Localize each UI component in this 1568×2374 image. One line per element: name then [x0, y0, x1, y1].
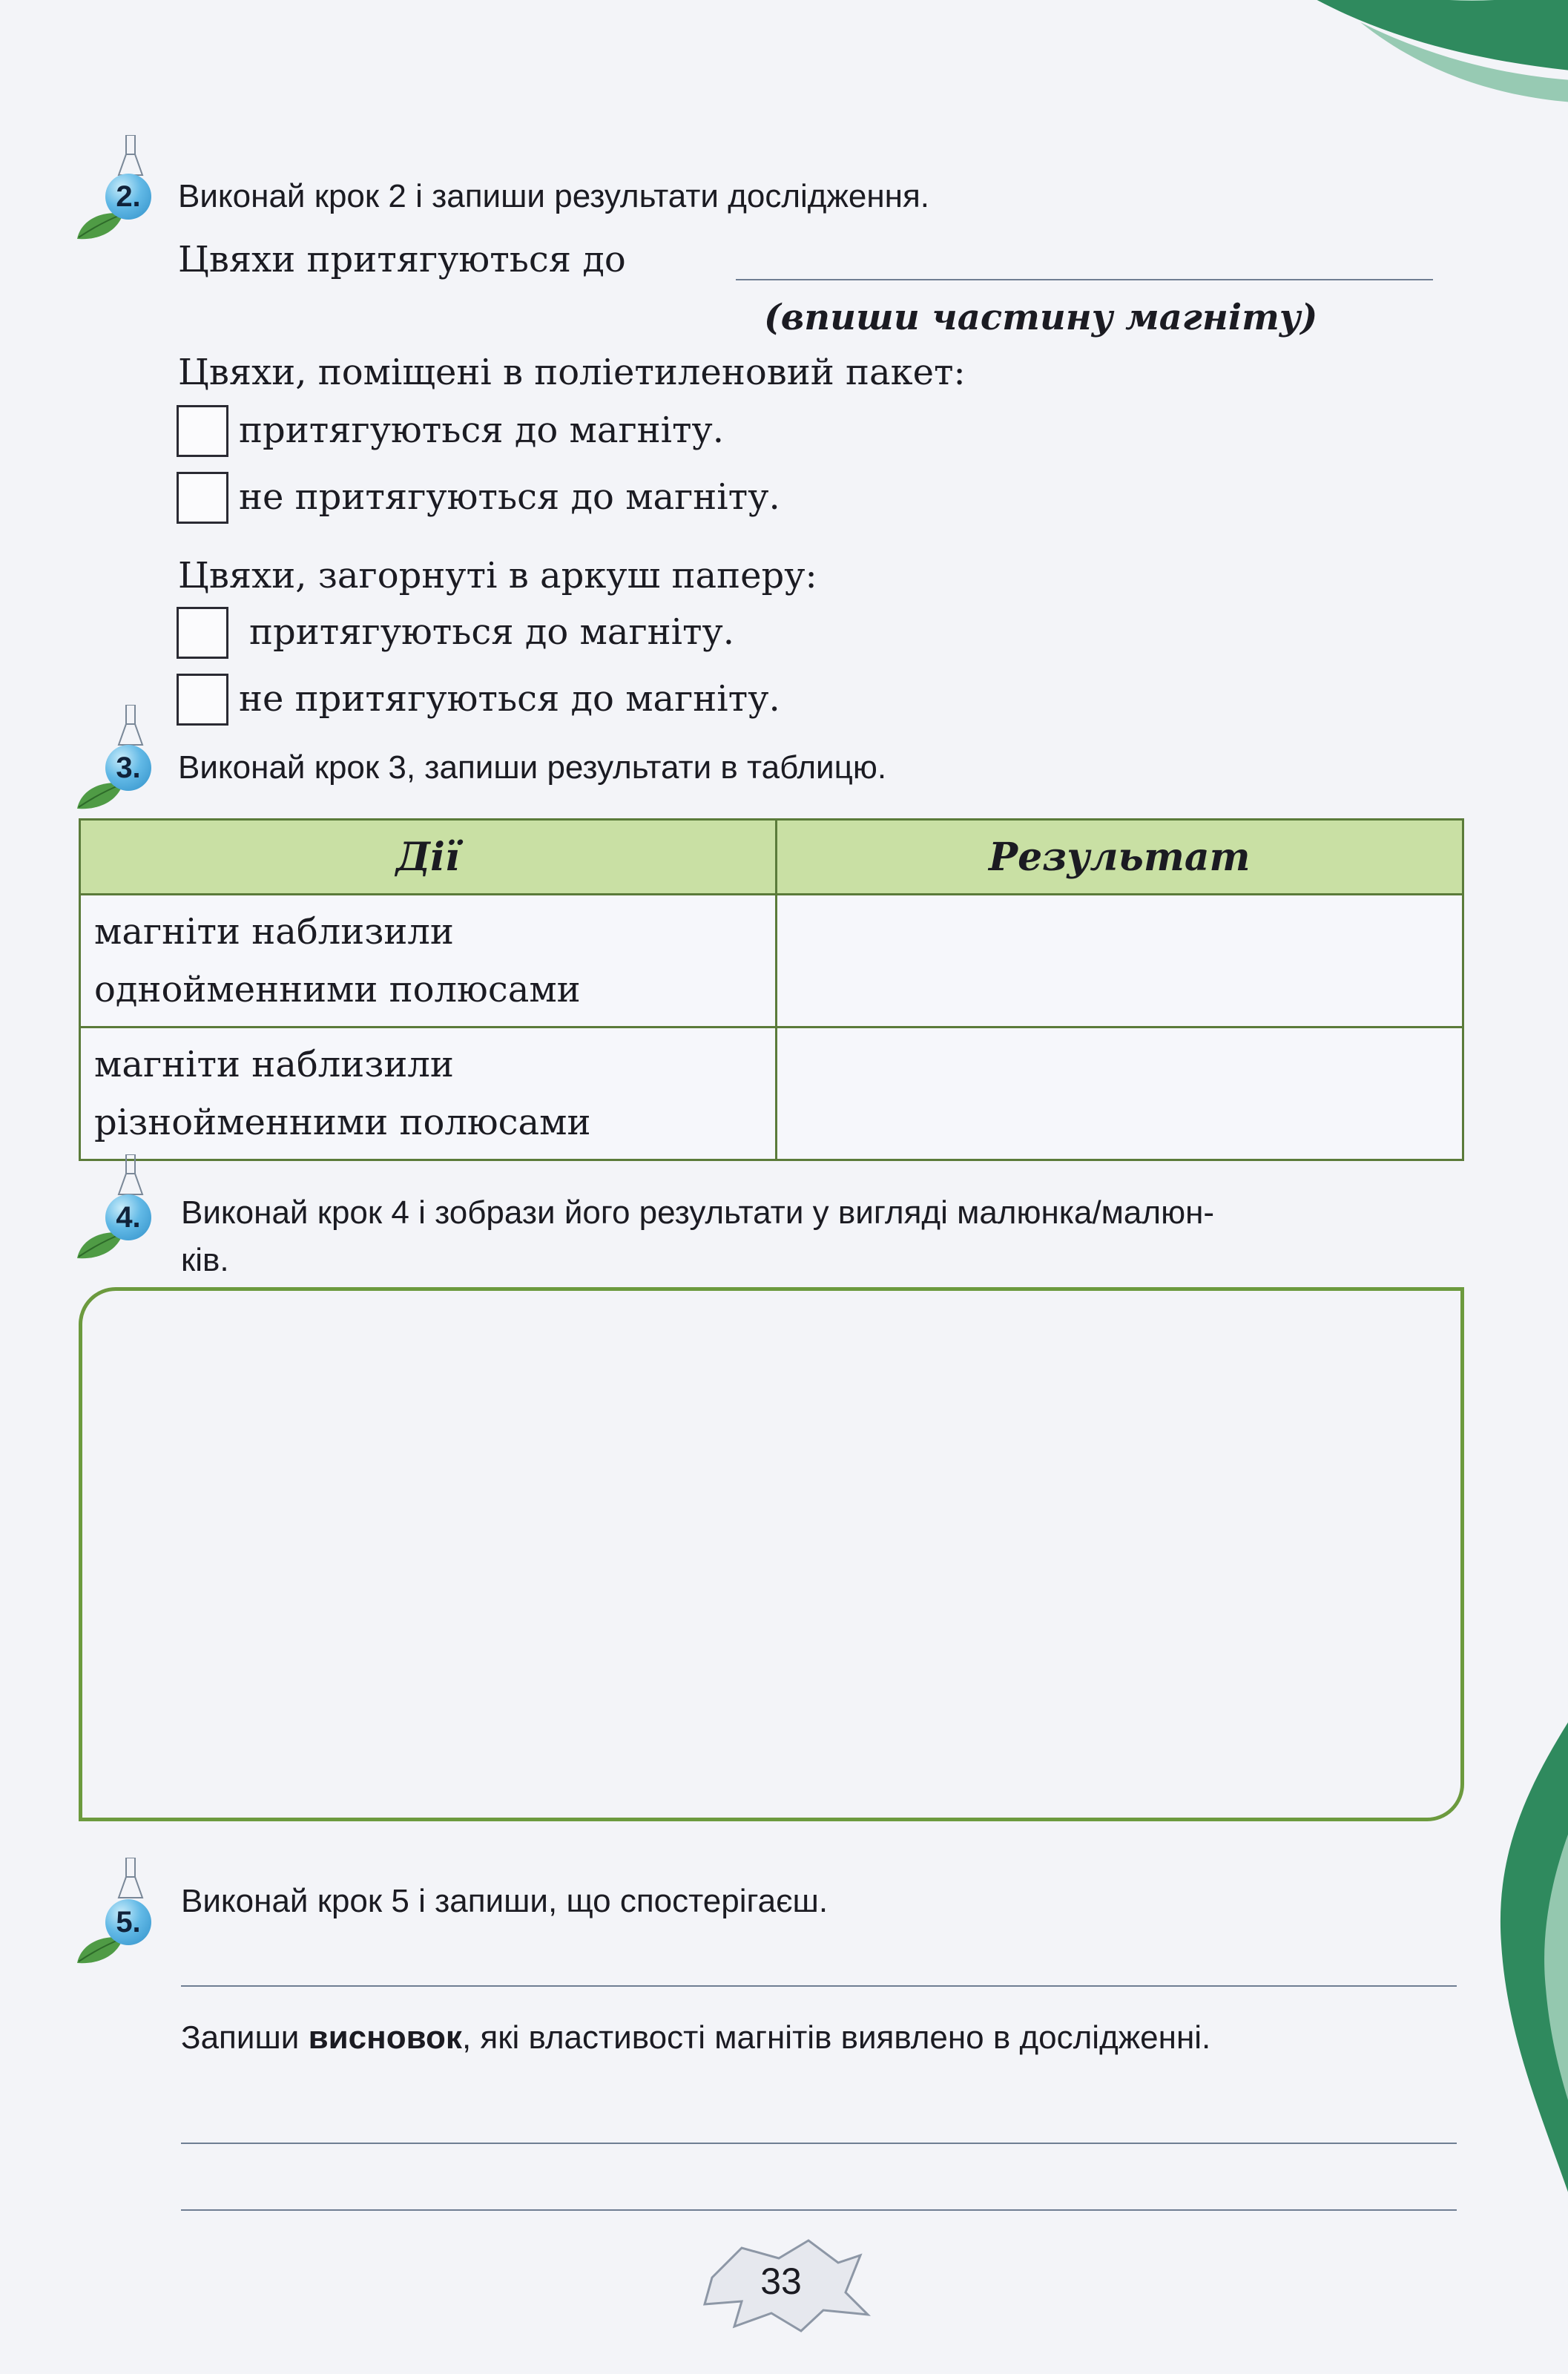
paper-not-attract-checkbox[interactable] [177, 674, 228, 726]
task-number-badge: 4. [105, 1194, 151, 1240]
page-number: 33 [760, 2260, 802, 2302]
task-number-badge: 3. [105, 745, 151, 791]
table-row [80, 895, 1463, 1027]
task-number-badge: 5. [105, 1899, 151, 1945]
action-text-line: різнойменними полюсами [94, 1102, 591, 1143]
action-cell [80, 895, 777, 1027]
paper-attract-label: притягуються до магніту. [249, 611, 735, 653]
task3-instruction: Виконай крок 3, запиши результати в таблицю. [178, 749, 887, 786]
flask-icon [117, 1154, 144, 1196]
conclusion-answer-line[interactable] [181, 2209, 1457, 2211]
drawing-area[interactable] [79, 1287, 1464, 1821]
conclusion-prefix: Запиши [181, 2019, 309, 2056]
results-table [79, 818, 1464, 1161]
flask-icon [117, 705, 144, 746]
conclusion-suffix: , які властивості магнітів виявлено в дослідженні. [461, 2019, 1211, 2056]
bag-attract-checkbox[interactable] [177, 405, 228, 457]
magnet-part-answer-line[interactable] [736, 279, 1433, 280]
result-cell[interactable] [776, 1027, 1463, 1160]
action-cell [80, 1027, 777, 1160]
hint-text: (впиши частину магніту) [764, 297, 1318, 338]
conclusion-instruction [181, 2015, 1210, 2061]
conclusion-keyword: висновок [308, 2019, 462, 2056]
action-text-line: магніти наблизили [94, 911, 454, 953]
action-text-line: магніти наблизили [94, 1044, 454, 1085]
bag-attract-label: притягуються до магніту. [239, 410, 725, 451]
paper-not-attract-label: не притягуються до магніту. [239, 678, 780, 720]
task-number-badge: 2. [105, 174, 151, 220]
task4-instruction-line: Виконай крок 4 і зобрази його результати у вигляді малюнка/малюн- [181, 1194, 1215, 1231]
column-header-result: Результат [776, 820, 1463, 895]
corner-wave-decoration [1138, 0, 1568, 148]
flask-icon [117, 1858, 144, 1899]
task5-instruction: Виконай крок 5 і запиши, що спостерігаєш. [181, 1883, 829, 1919]
task4-instruction-line: ків. [181, 1242, 229, 1278]
paper-attract-checkbox[interactable] [177, 607, 228, 659]
bag-not-attract-checkbox[interactable] [177, 472, 228, 524]
nails-attract-label: Цвяхи притягуються до [178, 239, 626, 280]
bag-not-attract-label: не притягуються до магніту. [239, 476, 780, 518]
table-header-row [80, 820, 1463, 895]
result-cell[interactable] [776, 895, 1463, 1027]
table-row [80, 1027, 1463, 1160]
conclusion-answer-line[interactable] [181, 2143, 1457, 2144]
observation-answer-line[interactable] [181, 1985, 1457, 1987]
bag-question: Цвяхи, поміщені в поліетиленовий пакет: [178, 352, 966, 393]
column-header-actions: Дії [80, 820, 777, 895]
side-wave-decoration [1449, 1677, 1568, 2285]
action-text-line: однойменними полюсами [94, 969, 581, 1010]
task2-instruction: Виконай крок 2 і запиши результати дослідження. [178, 178, 930, 214]
paper-question: Цвяхи, загорнуті в аркуш паперу: [178, 555, 817, 596]
flask-icon [117, 135, 144, 177]
